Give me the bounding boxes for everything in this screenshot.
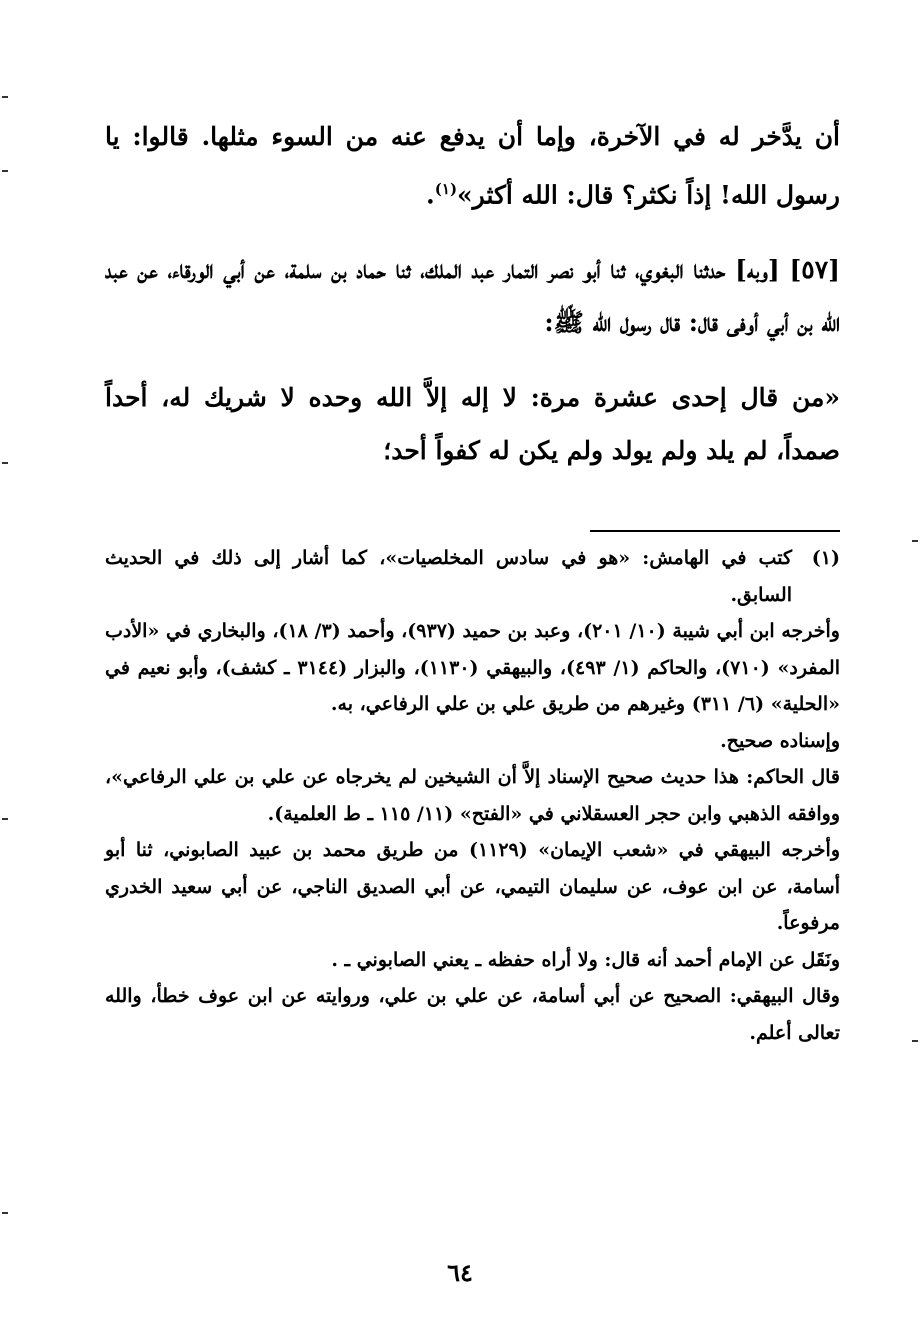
page-number: ٦٤ — [447, 1258, 473, 1287]
scan-mark — [2, 462, 8, 464]
paragraph-1: أن يدَّخر له في الآخرة، وإما أن يدفع عنه من السوء مثلها. قالوا: يا رسول الله! إذاً نكثر؟ قال: الله أكثر»$^{(١)}$. — [105, 122, 840, 210]
footnote-line-6: ونَقَل عن الإمام أحمد أنه قال: ولا أراه حفظه ـ يعني الصابوني ـ . — [331, 948, 840, 971]
footnote-ref: (١) — [434, 180, 458, 198]
scan-mark — [2, 96, 8, 98]
footnote-line-4: قال الحاكم: هذا حديث صحيح الإسناد إلاَّ أن الشيخين لم يخرجاه عن علي بن علي الرفاعي»، ووافقه الذهبي وابن حجر العسقلاني في «الفتح» (١١/ ١١٥ ـ ط العلمية). — [105, 766, 840, 825]
footnote-1: (١) كتب في الهامش: «هو في سادس المخلصيات»، كما أشار إلى ذلك في الحديث السابق. — [105, 540, 840, 613]
paragraph-3: «من قال إحدى عشرة مرة: لا إله إلاَّ الله وحده لا شريك له، أحداً صمداً، لم يلد ولم يولد ولم يكن له كفواً أحد؛ — [105, 383, 840, 466]
footnotes — [105, 540, 840, 1051]
scan-mark — [2, 1212, 8, 1214]
footnote-number: (١) — [811, 547, 840, 569]
scan-mark — [2, 170, 8, 172]
paragraph-2: [٥٧] [وبه] حدثنا البغوي، ثنا أبو نصر التمار عبد الملك، ثنا حماد بن سلمة، عن أبي الورقاء، عن عبد الله بن أبي أوفى قال: قال رسول الله ﷺ: — [105, 255, 840, 338]
scan-mark — [2, 818, 8, 820]
footnote-separator — [590, 530, 840, 532]
scan-mark — [912, 540, 918, 542]
scan-mark — [912, 1040, 918, 1042]
footnote-line-2: وأخرجه ابن أبي شيبة (١٠/ ٢٠١)، وعبد بن حميد (٩٣٧)، وأحمد (٣/ ١٨)، والبخاري في «الأدب المفرد» (٧١٠)، والحاكم (١/ ٤٩٣)، والبيهقي (١١٣٠)، والبزار (٣١٤٤ ـ كشف)، وأبو نعيم في «الحلية» (٦/ ٣١١) وغيرهم من طريق علي بن علي الرفاعي، به. — [105, 620, 840, 715]
main-text — [105, 110, 840, 477]
footnote-line-3: وإسناده صحيح. — [720, 729, 840, 752]
footnote-line-5: وأخرجه البيهقي في «شعب الإيمان» (١١٢٩) من طريق محمد بن عبيد الصابوني، ثنا أبو أسامة، عن ابن عوف، عن سليمان التيمي، عن أبي الصديق الناجي، عن أبي سعيد الخدري مرفوعاً. — [105, 839, 840, 934]
footnote-line-7: وقال البيهقي: الصحيح عن أبي أسامة، عن علي بن علي، وروايته عن ابن عوف خطأ، والله تعالى أعلم. — [105, 985, 840, 1044]
